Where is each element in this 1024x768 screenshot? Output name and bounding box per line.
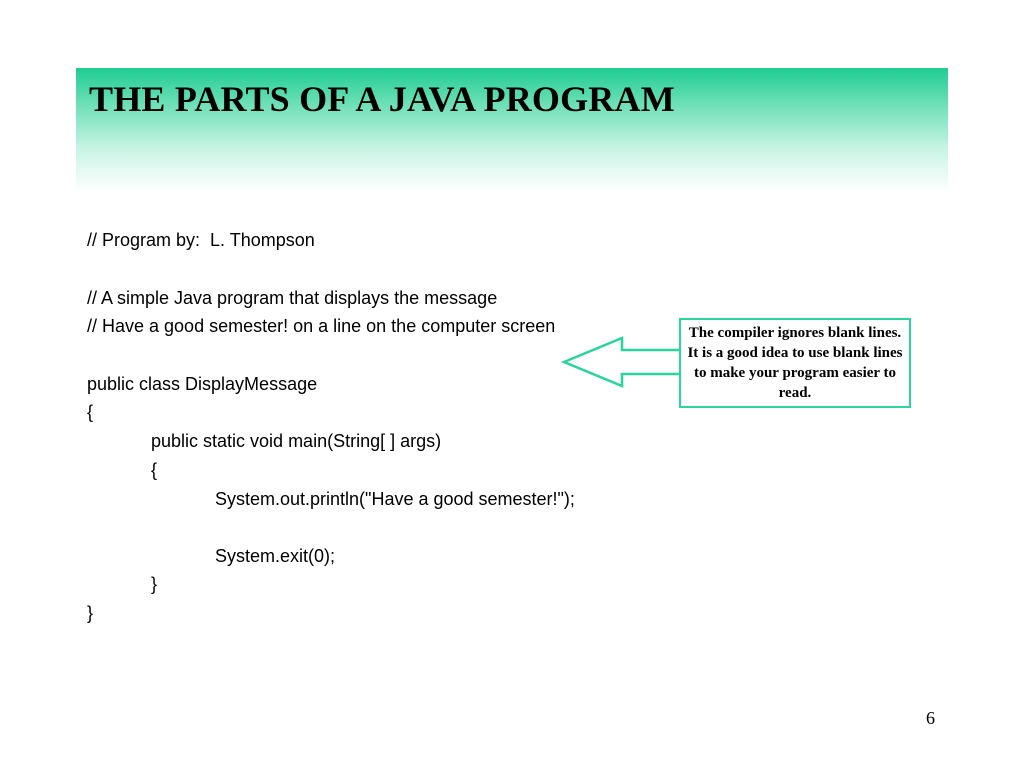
callout-box (679, 318, 911, 408)
code-class-declaration: public class DisplayMessage (87, 374, 318, 394)
code-println-statement: System.out.println("Have a good semester!"); (215, 489, 575, 509)
code-exit-statement: System.exit(0); (215, 546, 336, 566)
code-comment-description: // A simple Java program that displays the message (87, 288, 498, 308)
code-method-open-brace: { (151, 460, 158, 480)
code-main-method: public static void main(String[ ] args) (151, 431, 442, 451)
code-class-open-brace: { (87, 402, 94, 422)
code-comment-message: // Have a good semester! on a line on the computer screen (87, 316, 556, 336)
code-method-close-brace: } (151, 574, 158, 594)
left-arrow-icon (560, 336, 685, 388)
callout-text: The compiler ignores blank lines. It is a good idea to use blank lines to make your program easier to read. (687, 325, 903, 401)
page-number: 6 (926, 708, 935, 728)
code-comment-author: // Program by: L. Thompson (87, 230, 315, 250)
slide-title: THE PARTS OF A JAVA PROGRAM (89, 79, 675, 119)
code-class-close-brace: } (87, 603, 94, 623)
